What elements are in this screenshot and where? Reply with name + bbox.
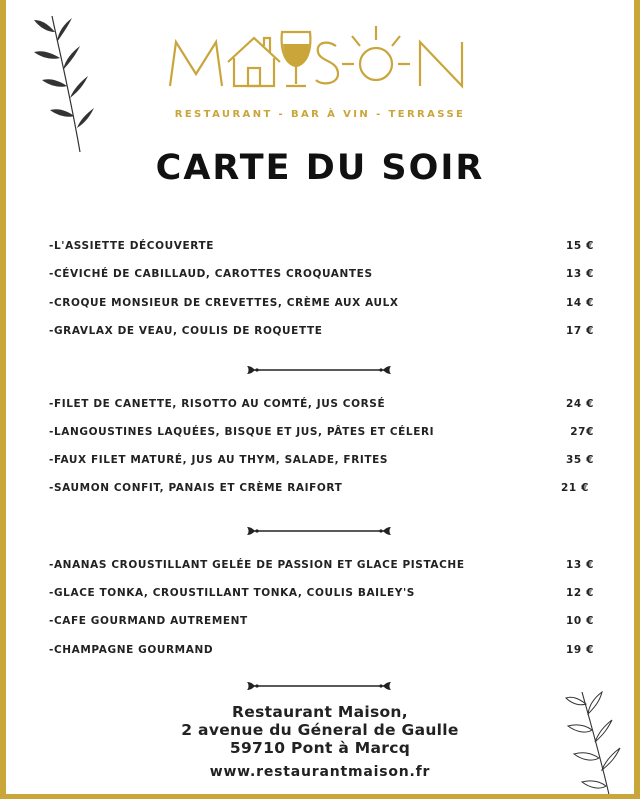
flourish-divider-icon [243,679,395,693]
menu-item-name: -GRAVLAX DE VEAU, COULIS DE ROQUETTE [49,325,323,337]
menu-item-name: -ANANAS CROUSTILLANT GELÉE DE PASSION ET GLACE PISTACHE [49,559,465,571]
menu-item-price: 13 € [566,268,594,280]
menu-item [49,398,594,414]
menu-item [49,587,594,603]
menu-item-price: 12 € [566,587,594,599]
flourish-divider-icon [243,363,395,377]
menu-item-name: -CROQUE MONSIEUR DE CREVETTES, CRÈME AUX AULX [49,297,399,309]
menu-item-price: 35 € [566,454,594,466]
restaurant-address [6,703,634,757]
menu-item-name: -CHAMPAGNE GOURMAND [49,644,214,656]
menu-item-name: -FILET DE CANETTE, RISOTTO AU COMTÉ, JUS CORSÉ [49,398,386,410]
menu-item [49,644,594,660]
menu-item [49,615,594,631]
menu-item-price: 10 € [566,615,594,627]
address-line-2: 2 avenue du Géneral de Gaulle [181,721,459,739]
menu-item-price: 24 € [566,398,594,410]
menu-item-price: 14 € [566,297,594,309]
menu-item-price: 17 € [566,325,594,337]
tagline: RESTAURANT - BAR À VIN - TERRASSE [174,109,466,120]
menu-item-price: 19 € [566,644,594,656]
maison-logo [166,20,488,100]
menu-item [49,559,594,575]
address-line-3: 59710 Pont à Marcq [229,739,411,757]
menu-item-price: 21 € [561,482,589,494]
leaf-branch-icon [30,14,100,154]
website-link[interactable]: www.restaurantmaison.fr [209,764,431,780]
menu-item [49,482,594,498]
menu-item [49,325,594,341]
menu-item [49,297,594,313]
menu-item-price: 15 € [566,240,594,252]
menu-item-name: -CÉVICHÉ DE CABILLAUD, CAROTTES CROQUANTES [49,268,373,280]
menu-item-name: -GLACE TONKA, CROUSTILLANT TONKA, COULIS BAILEY'S [49,587,415,599]
menu-item-name: -LANGOUSTINES LAQUÉES, BISQUE ET JUS, PÂTES ET CÉLERI [49,426,435,438]
menu-item-name: -SAUMON CONFIT, PANAIS ET CRÈME RAIFORT [49,482,343,494]
menu-item-name: -FAUX FILET MATURÉ, JUS AU THYM, SALADE, FRITES [49,454,389,466]
address-line-1: Restaurant Maison, [232,703,408,721]
leaf-branch-icon [562,688,632,799]
page-title: CARTE DU SOIR [155,148,485,188]
menu-item [49,426,594,442]
menu-item-name: -CAFE GOURMAND AUTREMENT [49,615,248,627]
menu-item [49,268,594,284]
menu-item-price: 13 € [566,559,594,571]
flourish-divider-icon [243,524,395,538]
menu-item [49,454,594,470]
menu-item-price: 27€ [570,426,594,438]
menu-item-name: -L'ASSIETTE DÉCOUVERTE [49,240,215,252]
menu-item [49,240,594,256]
